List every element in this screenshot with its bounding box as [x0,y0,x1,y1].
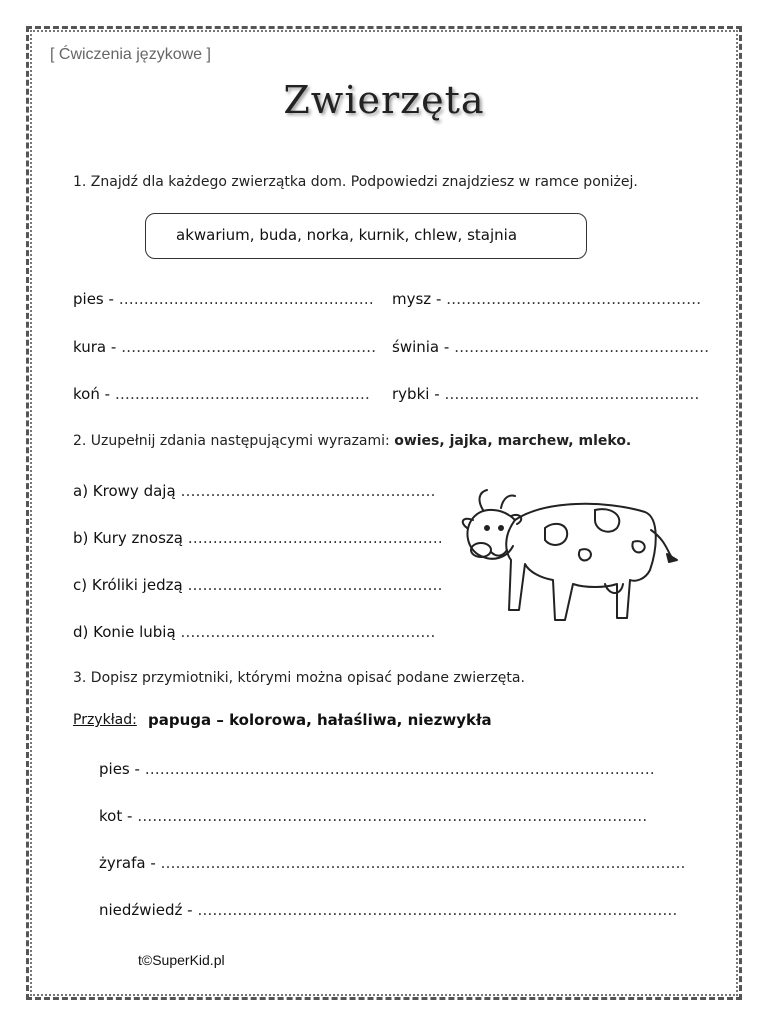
task2-item-2 [73,529,443,547]
item-label: żyrafa - [99,854,156,872]
task3-item-1 [99,760,655,778]
word-box-text: akwarium, buda, norka, kurnik, chlew, stajnia [176,226,518,244]
task2-word-list: owies, jajka, marchew, mleko. [394,433,632,449]
task1-item-5 [73,385,370,403]
answer-line[interactable]: …………………………………………… [187,576,443,594]
item-label: pies - [73,290,114,308]
answer-line[interactable]: …………………………………………… [444,385,700,403]
answer-line[interactable]: …………………………………………… [121,338,377,356]
task1-prompt: 1. Znajdź dla każdego zwierzątka dom. Podpowiedzi znajdziesz w ramce poniżej. [73,174,638,190]
task2-item-4 [73,623,435,641]
task1-item-6 [392,385,699,403]
task2-prompt-text: 2. Uzupełnij zdania następującymi wyrazami: [73,433,390,449]
item-label: niedźwiedź - [99,901,193,919]
answer-line[interactable]: …………………………………………… [180,623,436,641]
item-label: rybki - [392,385,440,403]
task3-prompt: 3. Dopisz przymiotniki, którymi można opisać podane zwierzęta. [73,670,525,686]
answer-line[interactable]: …………………………………………… [180,482,436,500]
task1-item-2 [392,290,701,308]
answer-line[interactable]: ………………………………………………………………………………………… [137,807,648,825]
answer-line[interactable]: …………………………………………… [118,290,374,308]
task3-item-4 [99,901,677,919]
task1-item-1 [73,290,374,308]
item-label: d) Konie lubią [73,623,176,641]
item-label: c) Króliki jedzą [73,576,183,594]
task2-item-3 [73,576,442,594]
task1-item-4 [392,338,709,356]
task2-item-1 [73,482,435,500]
answer-line[interactable]: …………………………………………… [187,529,443,547]
cow-illustration [445,480,695,640]
answer-line[interactable]: …………………………………………… [446,290,702,308]
answer-line[interactable]: …………………………………………… [114,385,370,403]
answer-line[interactable]: …………………………………………… [454,338,710,356]
item-label: a) Krowy dają [73,482,176,500]
section-tag: [ Ćwiczenia językowe ] [50,46,211,63]
example-label: Przykład: [73,712,137,728]
task1-item-3 [73,338,376,356]
answer-line[interactable]: …………………………………………………………………………………………… [160,854,686,872]
task3-item-2 [99,807,647,825]
task3-item-3 [99,854,686,872]
item-label: pies - [99,760,140,778]
item-label: kura - [73,338,117,356]
answer-line[interactable]: …………………………………………………………………………………… [197,901,678,919]
example-text: papuga – kolorowa, hałaśliwa, niezwykła [148,711,492,729]
footer-credit: t©SuperKid.pl [138,952,225,968]
answer-line[interactable]: ………………………………………………………………………………………… [144,760,655,778]
item-label: b) Kury znoszą [73,529,183,547]
item-label: kot - [99,807,133,825]
task2-prompt [73,433,631,449]
word-box [145,213,587,259]
item-label: świnia - [392,338,450,356]
item-label: mysz - [392,290,442,308]
item-label: koń - [73,385,111,403]
page-title: Zwierzęta [283,78,485,122]
